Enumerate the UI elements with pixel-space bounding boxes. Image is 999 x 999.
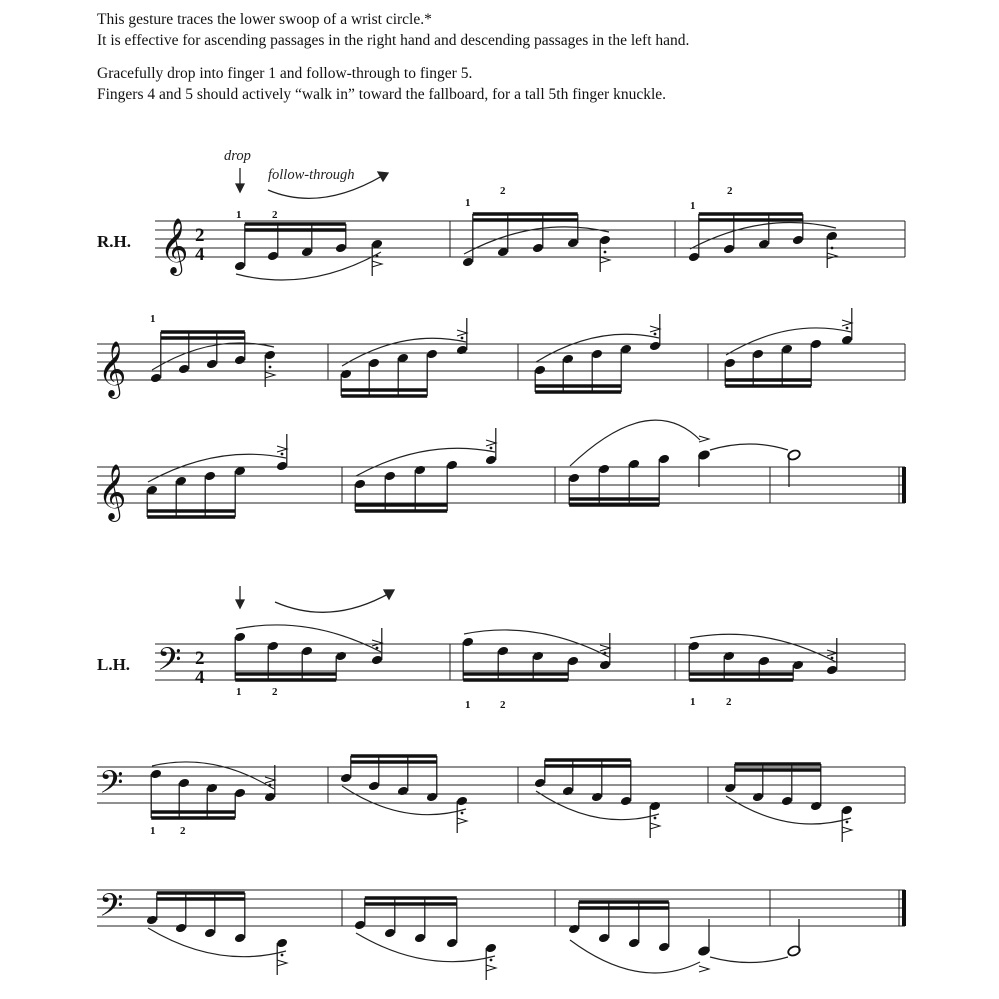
instruction-line-2: It is effective for ascending passages in the right hand and descending passages in the left hand. (97, 32, 690, 49)
lh-m9 (354, 898, 497, 980)
fingering-1: 1 (690, 200, 696, 212)
rh-m2 (462, 214, 611, 272)
accent-mark (372, 261, 382, 267)
staves (97, 221, 906, 926)
tie (710, 957, 788, 963)
slur (356, 448, 495, 476)
bass-clef-icon: 𝄢 (99, 764, 124, 808)
fingering-1: 1 (236, 209, 242, 221)
accent-mark (650, 823, 660, 829)
slur (356, 933, 495, 962)
rh-m5 (340, 318, 468, 396)
lh-m2 (462, 630, 611, 680)
fingering-2: 2 (727, 185, 733, 197)
staccato-dot (831, 247, 834, 250)
accent-mark (842, 320, 852, 326)
staccato-dot (269, 366, 272, 369)
left-hand-label: L.H. (97, 655, 131, 674)
final-barline (902, 467, 906, 503)
rh-m9 (354, 428, 497, 511)
slur (570, 420, 700, 466)
accent-mark (277, 446, 287, 452)
slur (536, 334, 659, 362)
accent-mark (486, 965, 496, 971)
follow-through-arrow-head-icon (378, 172, 388, 181)
fingering-2: 2 (726, 696, 732, 708)
staccato-dot (490, 959, 493, 962)
fingering-2: 2 (272, 209, 278, 221)
staccato-dot (490, 447, 493, 450)
accent-mark (372, 640, 382, 646)
accent-mark (699, 966, 709, 972)
fingering-1: 1 (236, 686, 242, 698)
fingering-2: 2 (500, 699, 506, 711)
fingering-1: 1 (465, 197, 471, 209)
slur (236, 252, 381, 280)
accent-mark (699, 436, 709, 442)
treble-clef-icon: 𝄞 (98, 341, 127, 397)
accent-mark (265, 777, 275, 783)
treble-clef-icon: 𝄞 (160, 218, 189, 274)
staccato-dot (654, 817, 657, 820)
tied-half-notes (570, 420, 801, 487)
fingering-1: 1 (465, 699, 471, 711)
rh-m1 (234, 224, 383, 280)
staccato-dot (846, 821, 849, 824)
lh-m10 (568, 902, 670, 952)
tie (710, 444, 788, 450)
fingering-1: 1 (150, 825, 156, 837)
staccato-dot (281, 954, 284, 957)
drop-annotation: drop (224, 148, 251, 164)
accent-mark (842, 827, 852, 833)
accent-mark (600, 257, 610, 263)
final-barline (902, 890, 906, 926)
drop-arrow-head-icon (236, 184, 244, 192)
instruction-line-1: This gesture traces the lower swoop of a wrist circle.* (97, 11, 432, 28)
tied-half-notes (570, 919, 801, 973)
lh-m1 (234, 625, 383, 680)
accent-mark (650, 326, 660, 332)
staccato-dot (281, 453, 284, 456)
notes (146, 214, 853, 980)
time-signature-top: 2 (195, 648, 205, 669)
lh-m6 (534, 760, 661, 838)
right-hand-label: R.H. (97, 232, 131, 251)
follow-through-arrow-icon (275, 594, 388, 612)
staccato-dot (461, 337, 464, 340)
rh-m3 (688, 214, 838, 268)
rh-m7 (724, 308, 853, 386)
treble-clef-icon: 𝄞 (98, 464, 127, 520)
rh-m4 (150, 332, 276, 387)
accent-mark (277, 960, 287, 966)
bass-clef-icon: 𝄢 (99, 887, 124, 931)
time-signature-top: 2 (195, 225, 205, 246)
fingering-1: 1 (150, 313, 156, 325)
accent-mark (486, 440, 496, 446)
lh-m3 (688, 634, 838, 680)
slur (148, 454, 286, 482)
drop-arrow-head-icon (236, 600, 244, 608)
instruction-line-4: Fingers 4 and 5 should actively “walk in” toward the fallboard, for a tall 5th finger knuckle. (97, 86, 667, 103)
slur (148, 928, 286, 957)
staccato-dot (461, 812, 464, 815)
follow-through-annotation: follow-through (268, 167, 355, 183)
rh-m10 (568, 454, 670, 505)
accent-mark (457, 330, 467, 336)
lh-m8 (146, 893, 288, 975)
fingering-2: 2 (180, 825, 186, 837)
fingering-2: 2 (272, 686, 278, 698)
time-signature-bottom: 4 (195, 667, 205, 688)
fingering-2: 2 (500, 185, 506, 197)
staccato-dot (654, 333, 657, 336)
accent-mark (827, 253, 837, 259)
lh-m4 (150, 762, 276, 818)
bass-clef-icon: 𝄢 (157, 641, 182, 685)
follow-through-arrow-head-icon (384, 590, 394, 599)
accent-mark (600, 645, 610, 651)
fingering-1: 1 (690, 696, 696, 708)
time-signature-bottom: 4 (195, 244, 205, 265)
staccato-dot (604, 251, 607, 254)
accent-mark (457, 818, 467, 824)
staccato-dot (846, 327, 849, 330)
instruction-line-3: Gracefully drop into finger 1 and follow-through to finger 5. (97, 65, 473, 82)
accent-mark (265, 372, 275, 378)
